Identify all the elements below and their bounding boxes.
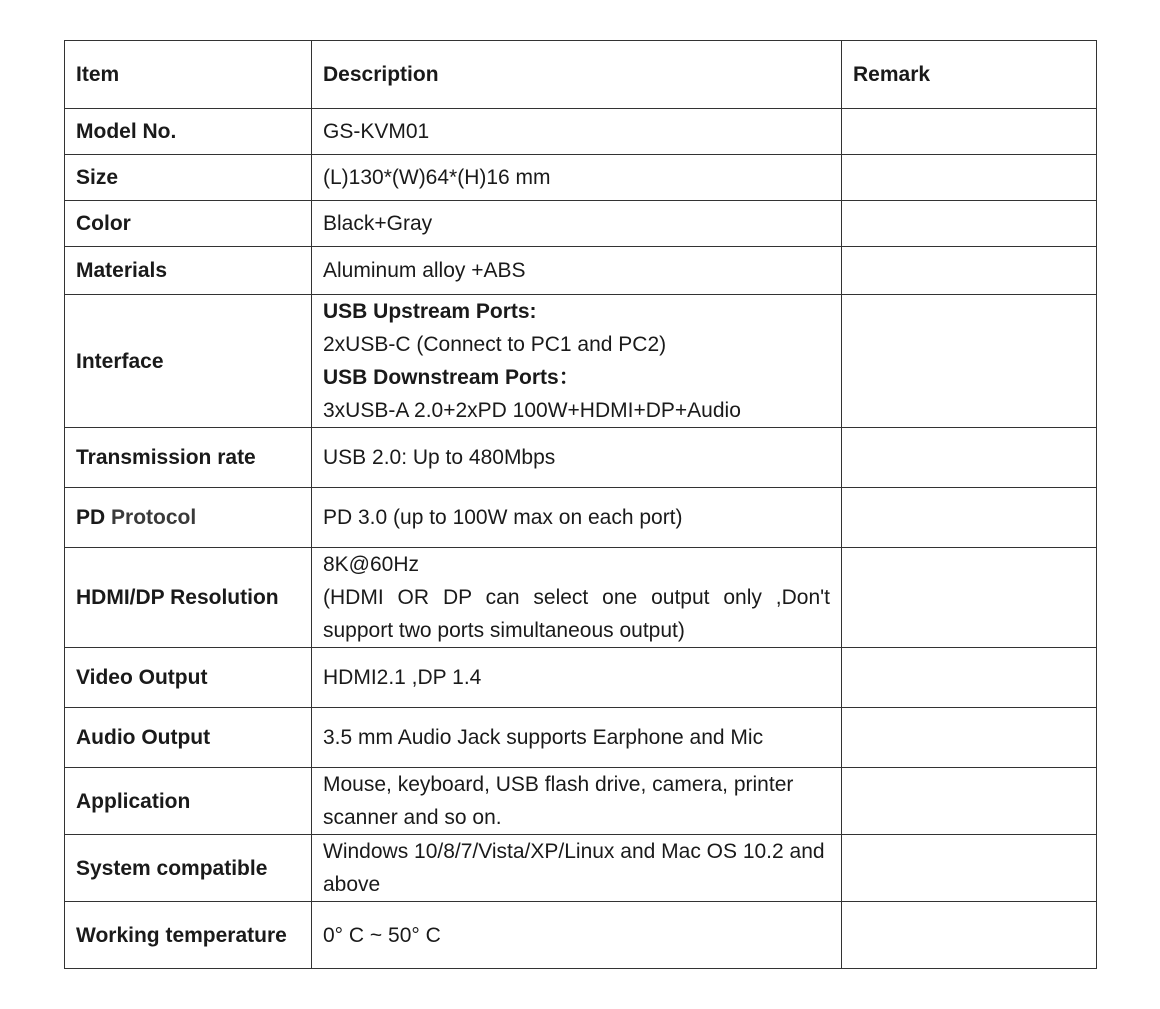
table-row-color [65, 201, 1097, 247]
upstream-heading: USB Upstream Ports: [323, 300, 537, 323]
remark-cell [842, 488, 1097, 548]
description-cell: 0° C ~ 50° C [312, 902, 842, 969]
resolution-value: 8K@60Hz [323, 553, 420, 576]
description-cell: Windows 10/8/7/Vista/XP/Linux and Mac OS 10.2 and above [312, 835, 842, 902]
remark-cell [842, 109, 1097, 155]
item-cell: Interface [65, 295, 312, 428]
table-header-row [65, 41, 1097, 109]
table-row-audio-output [65, 708, 1097, 768]
item-cell: System compatible [65, 835, 312, 902]
table-row-size [65, 155, 1097, 201]
item-pd-label: PD [76, 506, 112, 529]
item-cell: Application [65, 768, 312, 835]
table-row-resolution [65, 548, 1097, 648]
remark-cell [842, 648, 1097, 708]
resolution-note: (HDMI OR DP can select one output only ,Don't support two ports simultaneous output) [323, 586, 830, 642]
description-cell: HDMI2.1 ,DP 1.4 [312, 648, 842, 708]
item-cell: Video Output [65, 648, 312, 708]
description-cell: Black+Gray [312, 201, 842, 247]
item-cell: Working temperature [65, 902, 312, 969]
item-cell: Audio Output [65, 708, 312, 768]
header-item: Item [65, 41, 312, 109]
spec-table [64, 40, 1097, 969]
remark-cell [842, 428, 1097, 488]
item-cell: Materials [65, 247, 312, 295]
description-cell: PD 3.0 (up to 100W max on each port) [312, 488, 842, 548]
downstream-heading: USB Downstream Ports： [323, 366, 580, 389]
item-protocol-label: Protocol [111, 506, 197, 529]
description-cell: Aluminum alloy +ABS [312, 247, 842, 295]
item-cell: HDMI/DP Resolution [65, 548, 312, 648]
table-row-temperature [65, 902, 1097, 969]
downstream-value: 3xUSB-A 2.0+2xPD 100W+HDMI+DP+Audio [323, 399, 741, 422]
description-cell: 3.5 mm Audio Jack supports Earphone and Mic [312, 708, 842, 768]
table-row-transmission [65, 428, 1097, 488]
remark-cell [842, 247, 1097, 295]
remark-cell [842, 768, 1097, 835]
item-cell: Size [65, 155, 312, 201]
table-row-model [65, 109, 1097, 155]
remark-cell [842, 708, 1097, 768]
remark-cell [842, 548, 1097, 648]
remark-cell [842, 902, 1097, 969]
description-cell: GS-KVM01 [312, 109, 842, 155]
description-cell [312, 295, 842, 428]
header-remark: Remark [842, 41, 1097, 109]
upstream-value: 2xUSB-C (Connect to PC1 and PC2) [323, 333, 667, 356]
description-cell: Mouse, keyboard, USB flash drive, camera, printer scanner and so on. [312, 768, 842, 835]
description-cell: (L)130*(W)64*(H)16 mm [312, 155, 842, 201]
remark-cell [842, 155, 1097, 201]
remark-cell [842, 201, 1097, 247]
header-description: Description [312, 41, 842, 109]
table-row-application [65, 768, 1097, 835]
table-row-materials [65, 247, 1097, 295]
table-row-interface [65, 295, 1097, 428]
item-cell: Transmission rate [65, 428, 312, 488]
remark-cell [842, 295, 1097, 428]
description-cell: USB 2.0: Up to 480Mbps [312, 428, 842, 488]
item-cell [65, 488, 312, 548]
remark-cell [842, 835, 1097, 902]
table-row-video-output [65, 648, 1097, 708]
table-row-pd-protocol [65, 488, 1097, 548]
item-cell: Model No. [65, 109, 312, 155]
item-cell: Color [65, 201, 312, 247]
description-cell [312, 548, 842, 648]
table-row-system [65, 835, 1097, 902]
